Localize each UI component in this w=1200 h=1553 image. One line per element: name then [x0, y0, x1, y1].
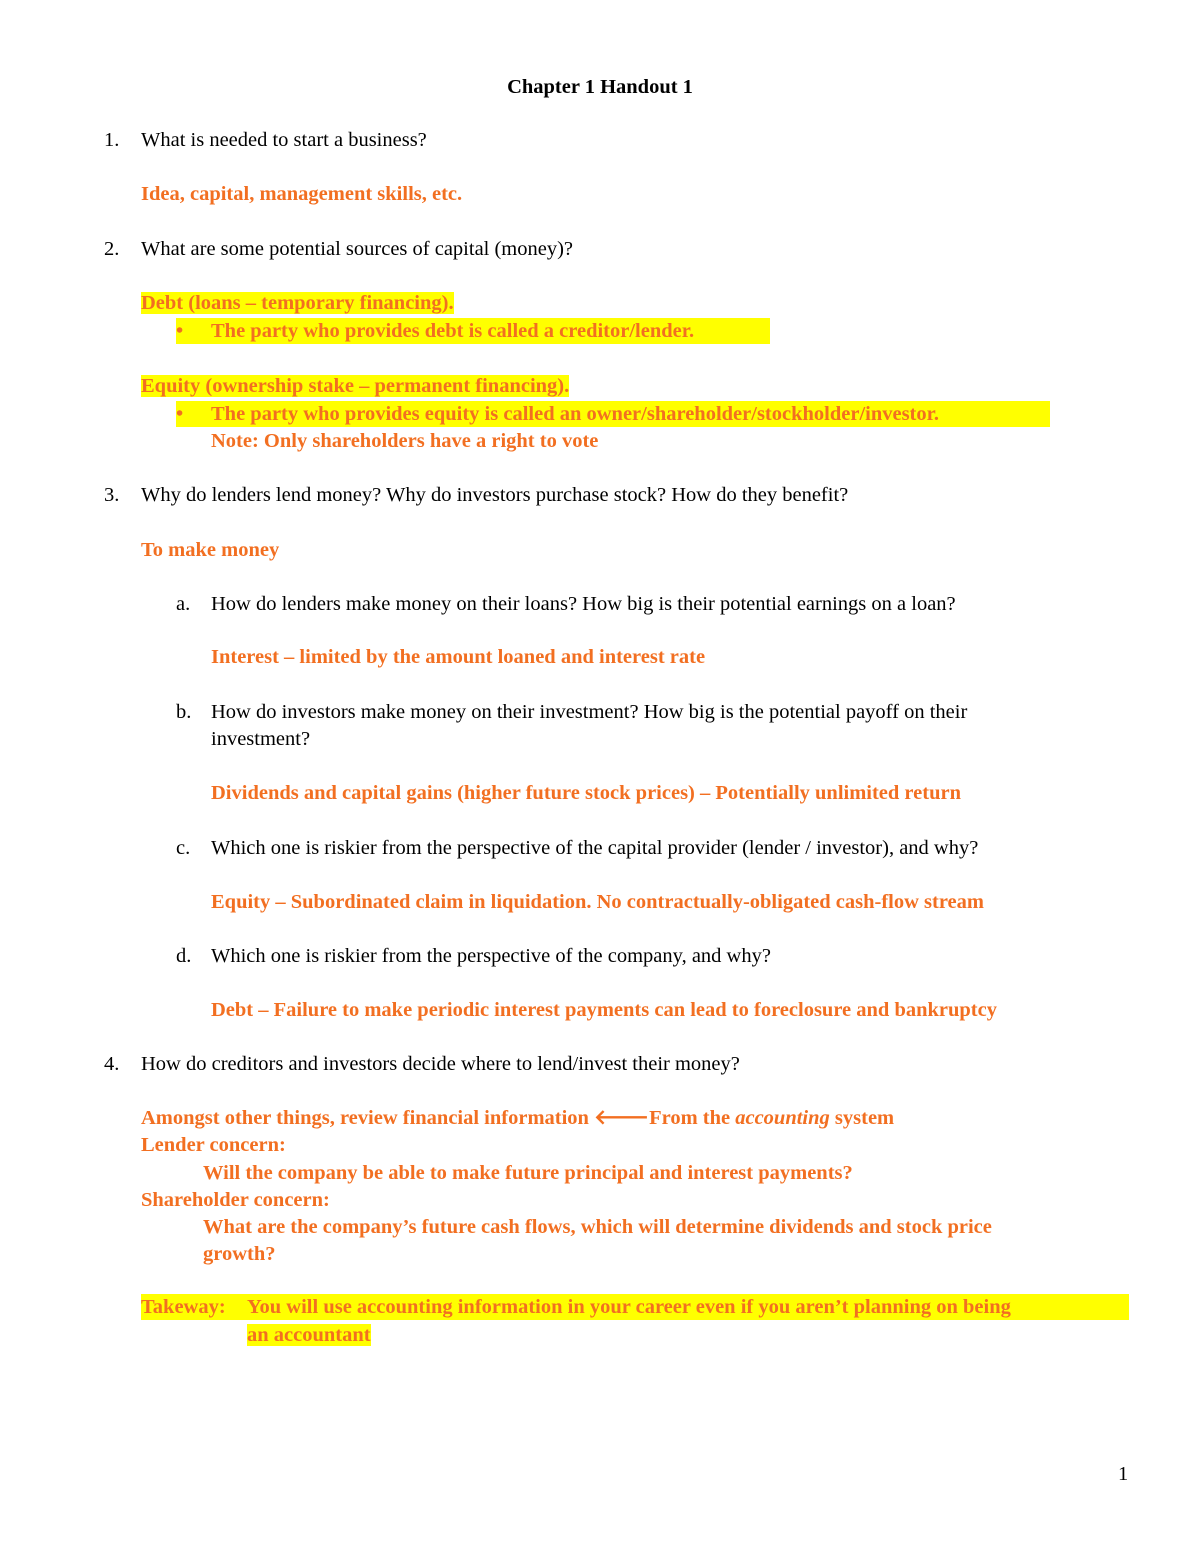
bullet: • [176, 403, 184, 425]
takeaway-text-cont: an accountant [247, 1324, 371, 1346]
subquestion-text: Which one is riskier from the perspective of the company, and why? [211, 945, 771, 967]
lender-concern-label: Lender concern: [141, 1134, 286, 1156]
answer-equity: Equity (ownership stake – permanent financing). [141, 375, 570, 397]
takeaway-text: You will use accounting information in your career even if you aren’t planning on being [247, 1296, 1011, 1318]
subquestion-text: Which one is riskier from the perspective of the capital provider (lender / investor), and why? [211, 837, 979, 859]
question-text: How do creditors and investors decide where to lend/invest their money? [141, 1053, 740, 1075]
question-number: 1. [104, 129, 120, 151]
subquestion-text: How do investors make money on their investment? How big is the potential payoff on their [211, 701, 968, 723]
subanswer-text: Equity – Subordinated claim in liquidation. No contractually-obligated cash-flow stream [211, 891, 984, 913]
question-number: 2. [104, 238, 120, 260]
subquestion-letter: d. [176, 945, 192, 967]
answer-debt: Debt (loans – temporary financing). [141, 292, 454, 314]
page-title: Chapter 1 Handout 1 [507, 76, 693, 98]
subquestion-letter: c. [176, 837, 191, 859]
answer-pre: Amongst other things, review financial information [141, 1107, 595, 1129]
question-number: 4. [104, 1053, 120, 1075]
answer-equity-bullet: The party who provides equity is called an owner/shareholder/stockholder/investor. [211, 403, 939, 425]
answer-note: Note: Only shareholders have a right to vote [211, 430, 599, 452]
question-text: Why do lenders lend money? Why do investors purchase stock? How do they benefit? [141, 484, 849, 506]
subquestion-text-cont: investment? [211, 728, 311, 750]
subanswer-text: Dividends and capital gains (higher future stock prices) – Potentially unlimited return [211, 782, 961, 804]
arrow-left-icon: 🡐 [594, 1107, 650, 1129]
answer-mid: From the [649, 1107, 736, 1129]
shareholder-concern-label: Shareholder concern: [141, 1189, 330, 1211]
question-text: What is needed to start a business? [141, 129, 427, 151]
subquestion-letter: b. [176, 701, 192, 723]
question-text: What are some potential sources of capital (money)? [141, 238, 574, 260]
page-number: 1 [1118, 1463, 1129, 1485]
answer-post: system [829, 1107, 895, 1129]
question-number: 3. [104, 484, 120, 506]
answer-line [141, 1105, 894, 1131]
answer-debt-bullet: The party who provides debt is called a creditor/lender. [211, 320, 695, 342]
shareholder-concern-text: What are the company’s future cash flows, which will determine dividends and stock price [203, 1216, 992, 1238]
subquestion-letter: a. [176, 593, 191, 615]
bullet: • [176, 320, 184, 342]
lender-concern-text: Will the company be able to make future principal and interest payments? [203, 1162, 853, 1184]
takeaway-label: Takeway: [141, 1296, 226, 1318]
answer-text: To make money [141, 539, 280, 561]
subanswer-text: Interest – limited by the amount loaned and interest rate [211, 646, 706, 668]
answer-italic: accounting [735, 1107, 830, 1129]
shareholder-concern-text-cont: growth? [203, 1243, 276, 1265]
subanswer-text: Debt – Failure to make periodic interest payments can lead to foreclosure and bankruptcy [211, 999, 997, 1021]
subquestion-text: How do lenders make money on their loans? How big is their potential earnings on a loan? [211, 593, 956, 615]
answer-text: Idea, capital, management skills, etc. [141, 183, 463, 205]
